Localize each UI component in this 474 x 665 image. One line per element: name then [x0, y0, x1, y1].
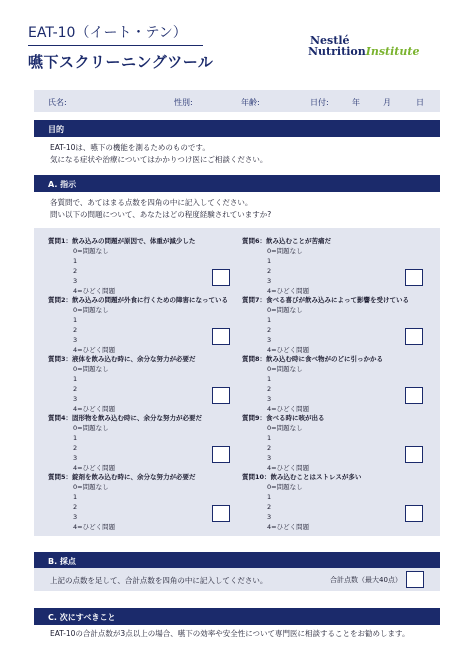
answer-option: 1	[73, 375, 78, 383]
question-2	[48, 295, 238, 355]
purpose-heading: 目的	[34, 120, 440, 137]
form-title: EAT-10（イート・テン）	[28, 25, 187, 41]
question-9	[242, 413, 432, 473]
answer-option: 4=ひどく問題	[267, 405, 310, 413]
question-10	[242, 472, 432, 532]
answer-option: 0=問題なし	[73, 424, 109, 432]
purpose-text: EAT-10は、嚥下の機能を測るためのものです。 気になる症状や治療についてはかかりつけ医にご相談ください。	[50, 143, 268, 164]
question-text: 質問10：飲み込むことはストレスが多い	[242, 473, 362, 481]
answer-option: 1	[267, 316, 272, 324]
scoring-panel	[34, 568, 440, 591]
question-text: 質問3：液体を飲み込む時に、余分な努力が必要だ	[48, 355, 196, 363]
section-a-instructions: 各質問で、あてはまる点数を四角の中に記入してください。 問い以下の問題について、あなたはどの程度経験されていますか?	[50, 198, 272, 219]
answer-option: 2	[73, 385, 78, 393]
month-label: 月	[383, 98, 391, 107]
question-8	[242, 354, 432, 414]
answer-option: 3	[267, 513, 272, 521]
answer-option: 3	[267, 395, 272, 403]
answer-option: 0=問題なし	[267, 483, 303, 491]
title-divider	[28, 45, 203, 46]
answer-option: 3	[267, 336, 272, 344]
answer-option: 1	[73, 257, 78, 265]
answer-option: 4=ひどく問題	[73, 287, 116, 295]
name-label: 氏名:	[48, 98, 67, 107]
age-label: 年齢:	[241, 98, 260, 107]
question-7	[242, 295, 432, 355]
total-score-box[interactable]	[406, 571, 424, 588]
question-1	[48, 236, 238, 296]
question-5	[48, 472, 238, 532]
question-text: 質問5：錠剤を飲み込む時に、余分な努力が必要だ	[48, 473, 196, 481]
answer-option: 2	[73, 326, 78, 334]
answer-option: 1	[73, 316, 78, 324]
score-box-q3[interactable]	[212, 387, 230, 404]
question-text: 質問8：飲み込む時に食べ物がのどに引っかかる	[242, 355, 384, 363]
answer-option: 2	[267, 444, 272, 452]
day-label: 日	[416, 98, 424, 107]
question-text: 質問4：固形物を飲み込む時に、余分な努力が必要だ	[48, 414, 203, 422]
gender-label: 性別:	[174, 98, 193, 107]
answer-option: 3	[267, 454, 272, 462]
section-b-heading: B. 採点	[34, 552, 440, 569]
answer-option: 3	[73, 336, 78, 344]
score-box-q7[interactable]	[405, 328, 423, 345]
score-box-q9[interactable]	[405, 446, 423, 463]
answer-option: 2	[267, 326, 272, 334]
score-box-q10[interactable]	[405, 505, 423, 522]
score-box-q6[interactable]	[405, 269, 423, 286]
answer-option: 0=問題なし	[73, 247, 109, 255]
section-c-heading: C. 次にすべきこと	[34, 608, 440, 625]
next-steps-text: EAT-10の合計点数が3点以上の場合、嚥下の効率や安全性について専門医に相談することをお勧めします。	[50, 629, 410, 638]
answer-option: 3	[73, 277, 78, 285]
score-box-q8[interactable]	[405, 387, 423, 404]
answer-option: 2	[73, 503, 78, 511]
answer-option: 4=ひどく問題	[73, 464, 116, 472]
answer-option: 0=問題なし	[267, 306, 303, 314]
answer-option: 0=問題なし	[73, 483, 109, 491]
answer-option: 0=問題なし	[267, 424, 303, 432]
answer-option: 4=ひどく問題	[73, 346, 116, 354]
answer-option: 1	[267, 434, 272, 442]
answer-option: 3	[73, 454, 78, 462]
answer-option: 3	[73, 513, 78, 521]
nestle-nutrition-institute-logo: Nestlé NutritionInstitute	[308, 34, 420, 58]
answer-option: 1	[267, 257, 272, 265]
score-box-q4[interactable]	[212, 446, 230, 463]
answer-option: 2	[267, 503, 272, 511]
answer-option: 3	[73, 395, 78, 403]
question-6	[242, 236, 432, 296]
answer-option: 2	[73, 444, 78, 452]
question-text: 質問2：飲み込みの問題が外食に行くための障害になっている	[48, 296, 229, 304]
answer-option: 1	[267, 493, 272, 501]
total-score-label: 合計点数（最大40点）	[330, 576, 402, 584]
question-text: 質問6：飲み込むことが苦痛だ	[242, 237, 332, 245]
answer-option: 4=ひどく問題	[267, 464, 310, 472]
answer-option: 3	[267, 277, 272, 285]
answer-option: 2	[267, 267, 272, 275]
question-text: 質問9：食べる時に咳が出る	[242, 414, 325, 422]
answer-option: 1	[267, 375, 272, 383]
answer-option: 2	[73, 267, 78, 275]
answer-option: 4=ひどく問題	[73, 523, 116, 531]
answer-option: 1	[73, 434, 78, 442]
answer-option: 0=問題なし	[73, 306, 109, 314]
answer-option: 4=ひどく問題	[267, 287, 310, 295]
answer-option: 0=問題なし	[73, 365, 109, 373]
score-box-q1[interactable]	[212, 269, 230, 286]
score-box-q2[interactable]	[212, 328, 230, 345]
page-header	[28, 22, 448, 74]
answer-option: 4=ひどく問題	[73, 405, 116, 413]
answer-option: 4=ひどく問題	[267, 523, 310, 531]
patient-info-bar	[34, 90, 440, 112]
answer-option: 0=問題なし	[267, 365, 303, 373]
questions-panel	[34, 228, 440, 536]
question-text: 質問7：食べる喜びが飲み込みによって影響を受けている	[242, 296, 410, 304]
question-text: 質問1：飲み込みの問題が原因で、体重が減少した	[48, 237, 196, 245]
score-box-q5[interactable]	[212, 505, 230, 522]
section-a-heading: A. 指示	[34, 175, 440, 192]
answer-option: 2	[267, 385, 272, 393]
year-label: 年	[352, 98, 360, 107]
scoring-instruction: 上記の点数を足して、合計点数を四角の中に記入してください。	[50, 576, 268, 585]
question-4	[48, 413, 238, 473]
date-label: 日付:	[310, 98, 329, 107]
answer-option: 1	[73, 493, 78, 501]
form-subtitle: 嚥下スクリーニングツール	[28, 53, 214, 71]
answer-option: 0=問題なし	[267, 247, 303, 255]
answer-option: 4=ひどく問題	[267, 346, 310, 354]
question-3	[48, 354, 238, 414]
